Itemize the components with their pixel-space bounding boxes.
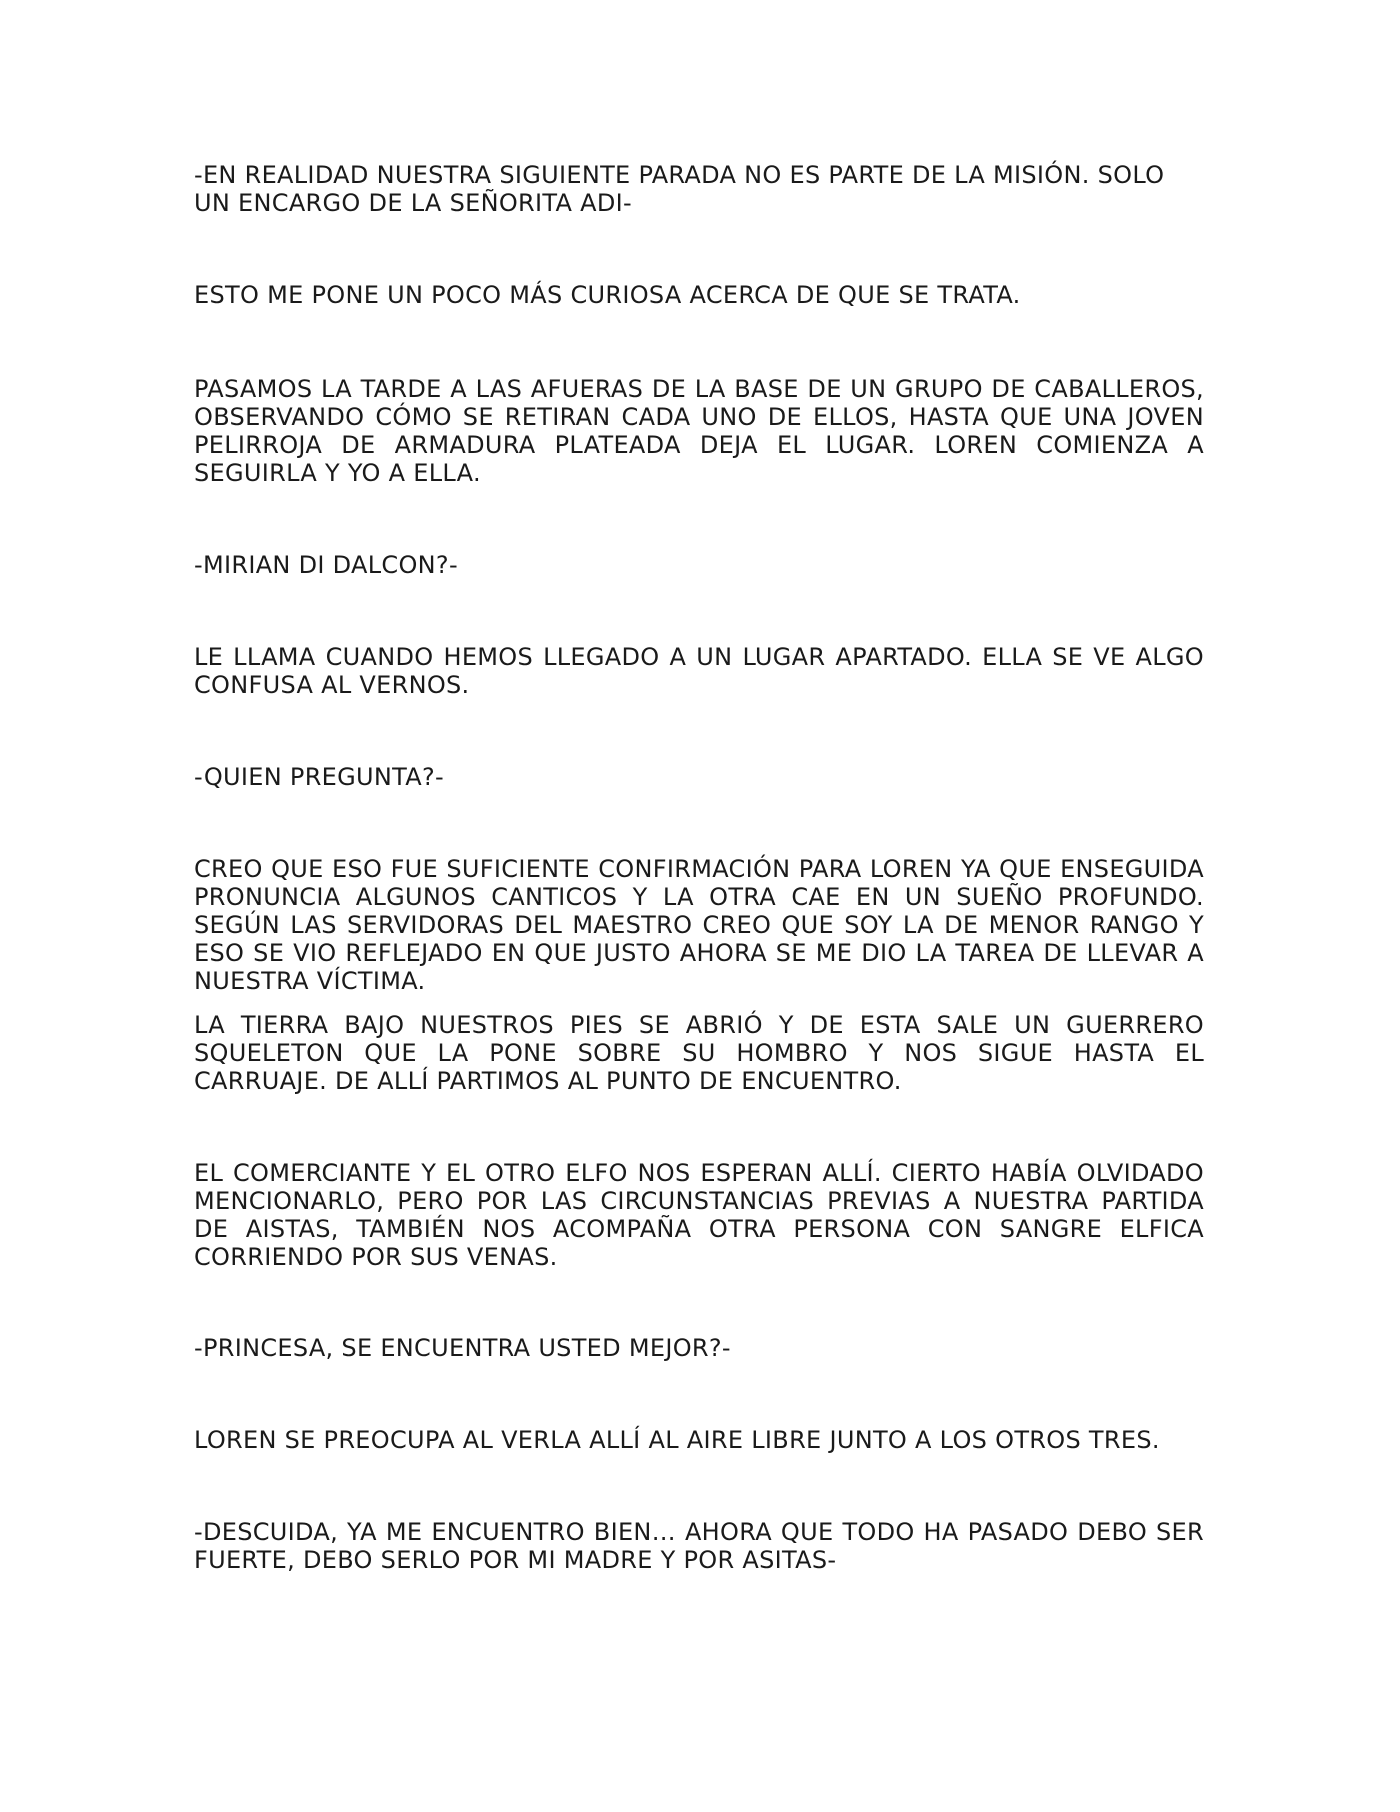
paragraph-narration-4: CREO QUE ESO FUE SUFICIENTE CONFIRMACIÓN PARA LOREN YA QUE ENSEGUIDA PRONUNCIA ALGUNOS CANTICOS Y LA OTRA CAE EN UN SUEÑO PROFUNDO. SEGÚN LAS SERVIDORAS DEL MAESTRO CREO QUE SOY LA DE MENOR RANGO Y ESO SE VIO REFLEJADO EN QUE JUSTO AHORA SE ME DIO LA TAREA DE LLEVAR A NUESTRA VÍCTIMA. [194, 855, 1204, 995]
paragraph-narration-1: ESTO ME PONE UN POCO MÁS CURIOSA ACERCA DE QUE SE TRATA. [194, 281, 1021, 309]
paragraph-dialogue-2: -MIRIAN DI DALCON?- [194, 551, 458, 579]
paragraph-narration-5: LA TIERRA BAJO NUESTROS PIES SE ABRIÓ Y DE ESTA SALE UN GUERRERO SQUELETON QUE LA PONE SOBRE SU HOMBRO Y NOS SIGUE HASTA EL CARRUAJE. DE ALLÍ PARTIMOS AL PUNTO DE ENCUENTRO. [194, 1011, 1204, 1095]
paragraph-dialogue-5: -DESCUIDA, YA ME ENCUENTRO BIEN… AHORA QUE TODO HA PASADO DEBO SER FUERTE, DEBO SERLO POR MI MADRE Y POR ASITAS- [194, 1518, 1204, 1574]
paragraph-narration-7: LOREN SE PREOCUPA AL VERLA ALLÍ AL AIRE LIBRE JUNTO A LOS OTROS TRES. [194, 1426, 1160, 1454]
paragraph-narration-6: EL COMERCIANTE Y EL OTRO ELFO NOS ESPERAN ALLÍ. CIERTO HABÍA OLVIDADO MENCIONARLO, PERO POR LAS CIRCUNSTANCIAS PREVIAS A NUESTRA PARTIDA DE AISTAS, TAMBIÉN NOS ACOMPAÑA OTRA PERSONA CON SANGRE ELFICA CORRIENDO POR SUS VENAS. [194, 1159, 1204, 1271]
paragraph-narration-2: PASAMOS LA TARDE A LAS AFUERAS DE LA BASE DE UN GRUPO DE CABALLEROS, OBSERVANDO CÓMO SE RETIRAN CADA UNO DE ELLOS, HASTA QUE UNA JOVEN PELIRROJA DE ARMADURA PLATEADA DEJA EL LUGAR. LOREN COMIENZA A SEGUIRLA Y YO A ELLA. [194, 375, 1204, 487]
paragraph-dialogue-3: -QUIEN PREGUNTA?- [194, 763, 444, 791]
paragraph-dialogue-4: -PRINCESA, SE ENCUENTRA USTED MEJOR?- [194, 1334, 731, 1362]
paragraph-dialogue-1: -EN REALIDAD NUESTRA SIGUIENTE PARADA NO ES PARTE DE LA MISIÓN. SOLO UN ENCARGO DE LA SEÑORITA ADI- [194, 161, 1165, 217]
paragraph-narration-3: LE LLAMA CUANDO HEMOS LLEGADO A UN LUGAR APARTADO. ELLA SE VE ALGO CONFUSA AL VERNOS. [194, 643, 1204, 699]
